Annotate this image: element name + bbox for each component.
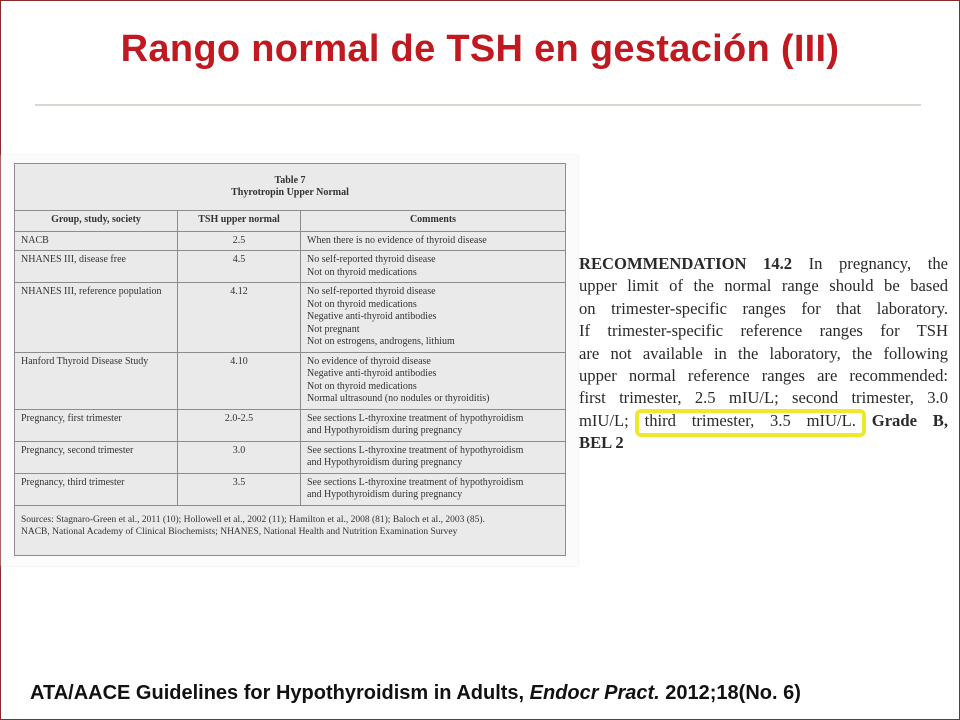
- slide-title: Rango normal de TSH en gestación (III): [120, 28, 840, 70]
- cell-group: NHANES III, reference population: [15, 283, 178, 353]
- col-header-group: Group, study, society: [15, 211, 178, 232]
- cell-group: Pregnancy, first trimester: [15, 409, 178, 441]
- comment-line: and Hypothyroidism during pregnancy: [307, 425, 463, 436]
- comment-line: When there is no evidence of thyroid disease: [307, 234, 487, 246]
- comment-line: No self-reported thyroid disease: [307, 286, 436, 297]
- table-body: [15, 231, 566, 505]
- cell-group: Pregnancy, third trimester: [15, 473, 178, 505]
- cell-comments: [301, 231, 566, 251]
- rec-line-8-text: mIU/L; third trimester, 3.5 mIU/L.: [579, 410, 856, 430]
- rec-line-1-text: In pregnancy, the: [792, 254, 948, 273]
- thyrotropin-table: [14, 163, 566, 556]
- table-caption-title: Thyrotropin Upper Normal: [231, 187, 349, 198]
- table-row: [15, 251, 566, 283]
- cell-group: NACB: [15, 231, 178, 251]
- cell-comments: [301, 352, 566, 409]
- rec-line-4: If trimester-specific reference ranges for TSH: [579, 321, 948, 341]
- comment-line: Not pregnant: [307, 323, 360, 335]
- comment-line: Normal ultrasound (no nodules or thyroiditis): [307, 393, 490, 404]
- comment-line: Negative anti-thyroid antibodies: [307, 368, 437, 379]
- comment-line: and Hypothyroidism during pregnancy: [307, 457, 463, 468]
- sources-line-2: NACB, National Academy of Clinical Biochemists; NHANES, National Health and Nutrition Examination Survey: [21, 527, 458, 537]
- cell-comments: [301, 473, 566, 505]
- citation-suffix: 2012;18(No. 6): [659, 682, 801, 704]
- table-row: [15, 409, 566, 441]
- table-caption: [15, 164, 566, 211]
- rec-line-5: are not available in the laboratory, the following: [579, 343, 948, 363]
- cell-tsh: 2.5: [178, 231, 301, 251]
- table-row: [15, 352, 566, 409]
- cell-comments: [301, 441, 566, 473]
- cell-tsh: 4.12: [178, 283, 301, 353]
- comment-line: See sections L-thyroxine treatment of hypothyroidism: [307, 476, 524, 488]
- rec-line-1: [579, 253, 948, 275]
- comment-line: See sections L-thyroxine treatment of hypothyroidism: [307, 444, 524, 456]
- comment-line: Not on thyroid medications: [307, 266, 417, 278]
- table-image: [1, 155, 578, 566]
- cell-tsh: 4.10: [178, 352, 301, 409]
- citation-prefix: ATA/AACE Guidelines for Hypothyroidism in Adults,: [30, 682, 530, 704]
- citation-journal: Endocr Pract.: [529, 682, 660, 704]
- cell-tsh: 2.0-2.5: [178, 409, 301, 441]
- col-header-comments: Comments: [301, 211, 566, 232]
- cell-comments: [301, 283, 566, 353]
- cell-comments: [301, 409, 566, 441]
- highlight-box: [635, 409, 866, 437]
- rec-line-6: upper normal reference ranges are recommended:: [579, 366, 948, 386]
- table-sources: [15, 505, 566, 555]
- cell-group: Hanford Thyroid Disease Study: [15, 352, 178, 409]
- cell-comments: [301, 251, 566, 283]
- rec-bel: BEL 2: [579, 433, 624, 453]
- rec-line-7: first trimester, 2.5 mIU/L; second trimester, 3.0: [579, 388, 948, 408]
- comment-line: No evidence of thyroid disease: [307, 355, 431, 367]
- title-divider: [35, 104, 921, 106]
- rec-label: RECOMMENDATION 14.2: [579, 254, 793, 273]
- sources-line-1: Sources: Stagnaro-Green et al., 2011 (10); Hollowell et al., 2002 (11); Hamilton et al., 2008 (81); Baloch et al., 2003 (85).: [21, 514, 485, 525]
- cell-tsh: 3.5: [178, 473, 301, 505]
- cell-group: Pregnancy, second trimester: [15, 441, 178, 473]
- cell-group: NHANES III, disease free: [15, 251, 178, 283]
- col-header-tsh: TSH upper normal: [178, 211, 301, 232]
- table-row: [15, 473, 566, 505]
- rec-grade: Grade B,: [871, 410, 948, 430]
- table-row: [15, 231, 566, 251]
- comment-line: Not on estrogens, androgens, lithium: [307, 336, 455, 347]
- citation-footer: [30, 682, 801, 705]
- rec-line-3: on trimester-specific ranges for that laboratory.: [579, 298, 948, 318]
- comment-line: and Hypothyroidism during pregnancy: [307, 489, 463, 500]
- rec-line-2: upper limit of the normal range should be based: [579, 276, 948, 296]
- table-row: [15, 283, 566, 353]
- comment-line: Negative anti-thyroid antibodies: [307, 311, 437, 322]
- comment-line: Not on thyroid medications: [307, 380, 417, 392]
- comment-line: See sections L-thyroxine treatment of hypothyroidism: [307, 412, 524, 424]
- table-row: [15, 441, 566, 473]
- cell-tsh: 4.5: [178, 251, 301, 283]
- comment-line: Not on thyroid medications: [307, 298, 417, 310]
- table-header-row: [15, 211, 566, 232]
- comment-line: No self-reported thyroid disease: [307, 254, 436, 265]
- table-caption-number: Table 7: [274, 174, 306, 186]
- cell-tsh: 3.0: [178, 441, 301, 473]
